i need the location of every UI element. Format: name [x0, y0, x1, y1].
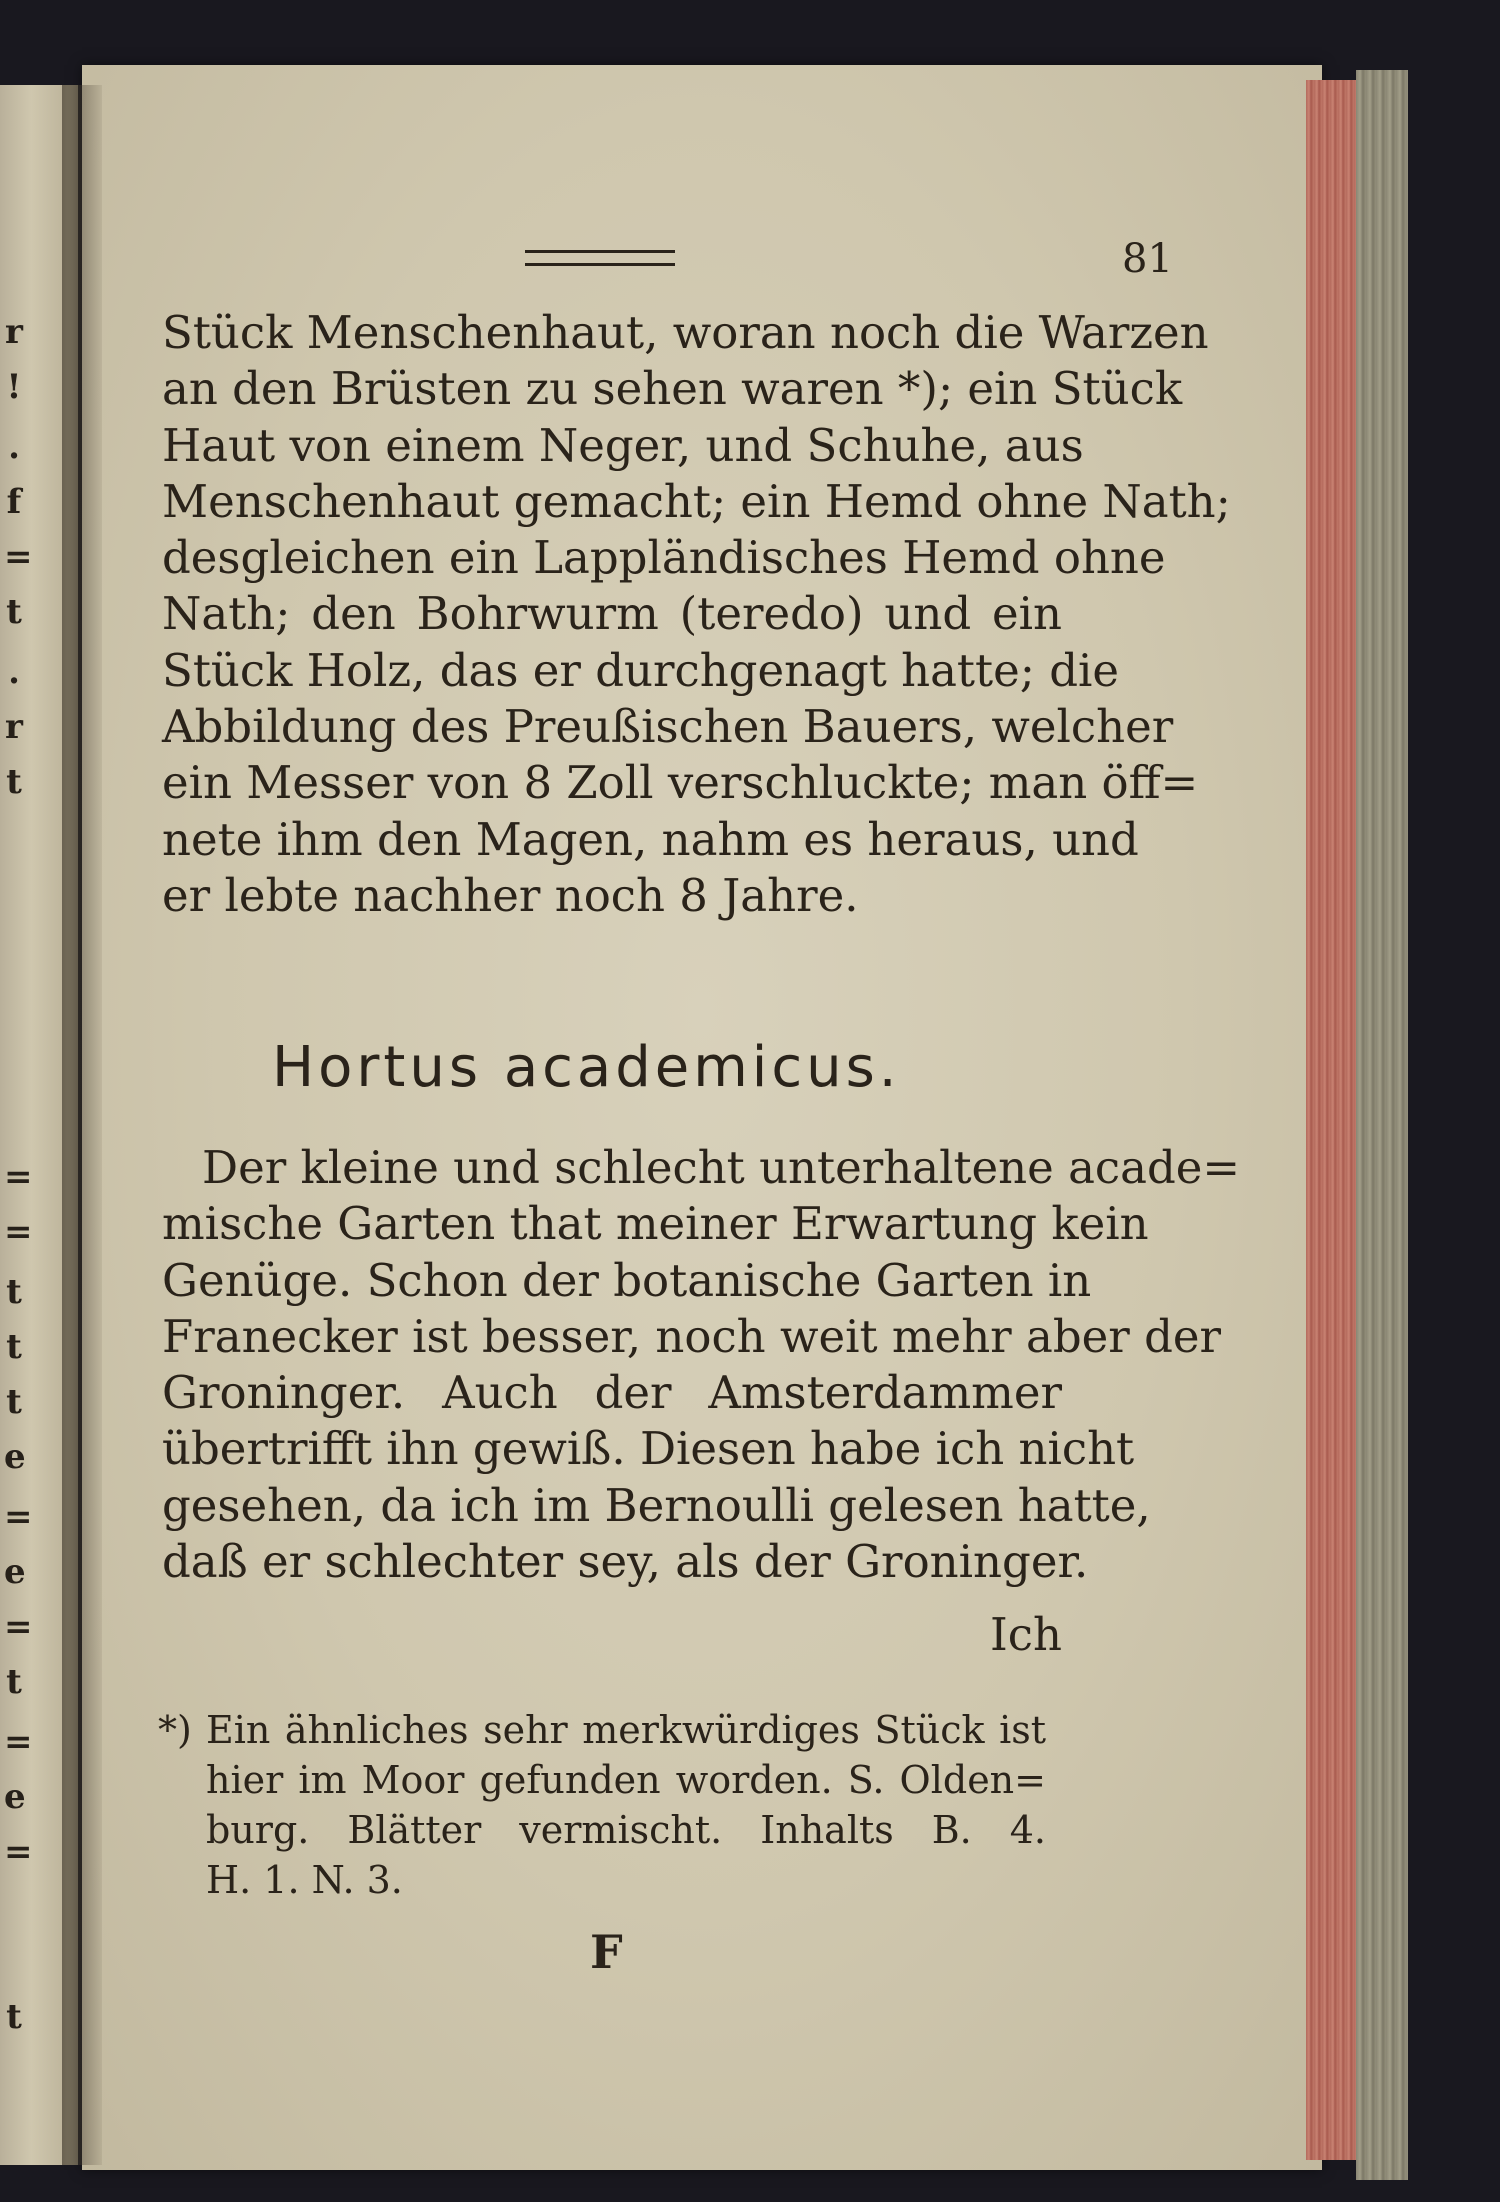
- facing-page-glyph: .: [8, 652, 20, 692]
- facing-page-glyph: =: [4, 1212, 33, 1252]
- section-paragraph: [162, 1140, 1241, 1590]
- page-block-edge: [1356, 70, 1408, 2180]
- facing-page-glyph: =: [4, 537, 33, 577]
- facing-page-glyph: =: [4, 1722, 33, 1762]
- footnote-marker: *): [158, 1708, 192, 1752]
- text-line: er lebte nachher noch 8 Jahre.: [162, 868, 859, 922]
- facing-page-glyph: =: [4, 1497, 33, 1537]
- header-double-rule: [525, 250, 675, 266]
- text-line: Franecker ist besser, noch weit mehr aber der: [162, 1309, 1222, 1363]
- text-line: an den Brüsten zu sehen waren *); ein Stück: [162, 362, 1183, 416]
- facing-page-glyph: t: [6, 1662, 22, 1702]
- facing-page-glyph: r: [5, 707, 23, 747]
- facing-page-glyph: t: [6, 1327, 22, 1367]
- text-line: Nath; den Bohrwurm (teredo) und ein: [162, 587, 1062, 641]
- footnote-line: H. 1. N. 3.: [206, 1858, 403, 1902]
- text-line: Stück Holz, das er durchgenagt hatte; die: [162, 643, 1120, 697]
- text-line: gesehen, da ich im Bernoulli gelesen hatte,: [162, 1478, 1151, 1532]
- page-block-red-edge: [1306, 80, 1358, 2160]
- footnote-line: Ein ähnliches sehr merkwürdiges Stück ist: [206, 1708, 1046, 1752]
- facing-page-glyph: =: [4, 1832, 33, 1872]
- page-number: 81: [1122, 236, 1173, 282]
- facing-page-glyph: e: [4, 1777, 26, 1817]
- facing-page-glyph: t: [6, 1997, 22, 2037]
- facing-page-glyph: .: [8, 427, 20, 467]
- facing-page-glyph: t: [6, 1382, 22, 1422]
- catchword: Ich: [990, 1608, 1062, 1661]
- text-line: Groninger. Auch der Amsterdammer: [162, 1366, 1062, 1420]
- facing-page-glyph: t: [6, 592, 22, 632]
- facing-page-glyph: e: [4, 1552, 26, 1592]
- facing-page-glyph: =: [4, 1607, 33, 1647]
- signature-mark: F: [590, 1925, 623, 1979]
- text-line: desgleichen ein Lappländisches Hemd ohne: [162, 531, 1166, 585]
- footnote-line: hier im Moor gefunden worden. S. Olden=: [206, 1758, 1046, 1802]
- section-heading: Hortus academicus.: [272, 1035, 901, 1100]
- text-line: übertrifft ihn gewiß. Diesen habe ich nicht: [162, 1422, 1135, 1476]
- text-line: Menschenhaut gemacht; ein Hemd ohne Nath;: [162, 474, 1231, 528]
- facing-page-glyph: t: [6, 1272, 22, 1312]
- facing-page-glyph: =: [4, 1157, 33, 1197]
- text-line: Abbildung des Preußischen Bauers, welcher: [162, 700, 1174, 754]
- facing-page-glyph: r: [5, 312, 23, 352]
- facing-page-glyph: t: [6, 762, 22, 802]
- footnote-line: burg. Blätter vermischt. Inhalts B. 4.: [206, 1808, 1046, 1852]
- text-line: nete ihm den Magen, nahm es heraus, und: [162, 812, 1139, 866]
- facing-page-glyph: f: [6, 482, 22, 522]
- footnote: [158, 1705, 1046, 1905]
- text-line: Haut von einem Neger, und Schuhe, aus: [162, 418, 1084, 472]
- text-line: mische Garten that meiner Erwartung kein: [162, 1197, 1149, 1251]
- gutter-shadow: [62, 85, 102, 2165]
- text-line: ein Messer von 8 Zoll verschluckte; man öff=: [162, 756, 1199, 810]
- facing-page-glyph: !: [6, 367, 22, 407]
- text-line: Genüge. Schon der botanische Garten in: [162, 1253, 1092, 1307]
- facing-page-glyph: e: [4, 1437, 26, 1477]
- text-line: Der kleine und schlecht unterhaltene acade=: [202, 1141, 1241, 1194]
- main-paragraph: [162, 305, 1231, 924]
- text-line: daß er schlechter sey, als der Groninger.: [162, 1535, 1089, 1589]
- text-line: Stück Menschenhaut, woran noch die Warzen: [162, 306, 1209, 359]
